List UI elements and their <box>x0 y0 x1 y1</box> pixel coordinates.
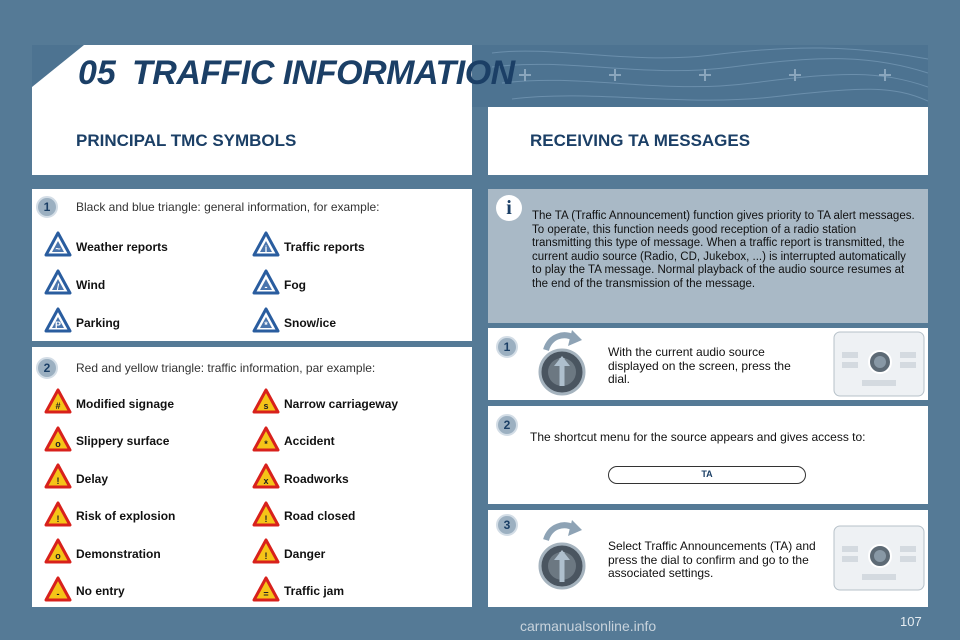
blue-warning-triangle-icon <box>44 307 76 338</box>
symbol-label: Risk of explosion <box>76 509 176 523</box>
symbol-item <box>252 269 306 300</box>
red-warning-triangle-icon <box>44 501 76 532</box>
svg-text:-: - <box>264 282 268 292</box>
svg-text:#: # <box>55 401 61 411</box>
symbol-label: Delay <box>76 471 109 486</box>
symbol-label: Roadworks <box>284 471 349 486</box>
symbol-label: Weather reports <box>76 239 168 254</box>
radio-panel-icon <box>832 524 926 592</box>
symbol-item <box>252 501 355 532</box>
radio-panel-icon <box>832 330 926 398</box>
turn-dial-icon <box>532 518 596 598</box>
press-dial-icon <box>532 328 596 400</box>
svg-text:i: i <box>264 244 268 254</box>
red-warning-triangle-icon <box>44 538 76 569</box>
symbol-item <box>44 426 169 457</box>
symbol-label: Traffic jam <box>284 584 345 598</box>
symbol-label: Parking <box>76 315 121 330</box>
symbol-label: Snow/ice <box>284 315 337 330</box>
blue-warning-triangle-icon <box>252 231 284 262</box>
svg-text:!: ! <box>264 513 268 524</box>
svg-text:*: * <box>264 320 268 330</box>
symbol-label: Demonstration <box>76 546 161 561</box>
svg-text:o: o <box>55 551 61 561</box>
symbol-item <box>44 538 161 569</box>
red-warning-triangle-icon <box>44 426 76 457</box>
svg-text:~: ~ <box>55 244 61 254</box>
info-icon: i <box>496 195 522 221</box>
info-text: The TA (Traffic Announcement) function gives priority to TA alert messages. To operate, this function needs good reception of a radio station transmitting this type of message. When a traffic report is transmitted, the current audio source (Radio, CD, Jukebox, ...) is interrupted automatically to play the TA message. Normal playback of the audio source resumes at the end of the transmission of the message. <box>532 210 915 290</box>
symbol-item <box>44 501 175 532</box>
right-title-panel <box>488 107 928 175</box>
blue-warning-triangle-icon <box>44 269 76 300</box>
red-warning-triangle-icon <box>252 501 284 532</box>
symbol-label: Slippery surface <box>76 434 170 448</box>
symbol-label: Fog <box>284 277 306 292</box>
step-badge: 3 <box>496 514 518 536</box>
watermark: carmanualsonline.info <box>520 618 657 634</box>
symbol-label: Wind <box>76 277 106 292</box>
step1-text: With the current audio source displayed on the screen, press the dial. <box>608 345 791 386</box>
symbol-label: Modified signage <box>76 396 175 411</box>
symbol-item <box>252 426 335 457</box>
red-warning-triangle-icon <box>252 538 284 569</box>
symbol-item <box>44 307 120 338</box>
svg-text:x: x <box>263 476 269 486</box>
svg-text:o: o <box>55 438 61 449</box>
blue-warning-triangle-icon <box>252 269 284 300</box>
step3-text: Select Traffic Announcements (TA) and press the dial to confirm and go to the associated settings. <box>608 539 816 580</box>
symbol-item <box>252 388 398 419</box>
blue-warning-triangle-icon <box>44 231 76 262</box>
red-warning-triangle-icon <box>252 463 284 494</box>
symbol-item <box>44 388 174 419</box>
svg-text:!: ! <box>264 551 268 561</box>
symbol-item <box>44 576 125 607</box>
symbol-item <box>252 231 365 262</box>
svg-text:=: = <box>263 588 269 599</box>
svg-text:!: ! <box>56 476 60 486</box>
svg-text:P: P <box>54 320 62 330</box>
symbol-label: Danger <box>284 546 326 561</box>
red-warning-triangle-icon <box>44 576 76 607</box>
svg-text:-: - <box>56 588 60 599</box>
symbol-label: Narrow carriageway <box>284 396 399 411</box>
left-title-panel <box>32 107 472 175</box>
svg-text:!: ! <box>56 513 60 524</box>
symbol-item <box>44 463 108 494</box>
left-section-title: PRINCIPAL TMC SYMBOLS <box>76 131 297 150</box>
step-badge: 2 <box>36 357 58 379</box>
step-badge: 1 <box>36 196 58 218</box>
red-warning-triangle-icon <box>252 426 284 457</box>
chapter-number: 05 <box>78 54 116 92</box>
ta-menu-item: TA <box>608 466 806 484</box>
svg-text:/: / <box>56 282 60 292</box>
general-info-intro: Black and blue triangle: general information, for example: <box>76 200 380 214</box>
symbol-item <box>252 307 336 338</box>
svg-text:s: s <box>263 401 269 411</box>
traffic-info-intro: Red and yellow triangle: traffic information, par example: <box>76 361 376 375</box>
right-section-title: RECEIVING TA MESSAGES <box>530 131 751 150</box>
page-title: TRAFFIC INFORMATION <box>132 54 515 92</box>
symbol-item <box>252 463 349 494</box>
symbol-label: Accident <box>284 434 335 448</box>
symbol-item <box>44 231 168 262</box>
red-warning-triangle-icon <box>44 388 76 419</box>
red-warning-triangle-icon <box>44 463 76 494</box>
symbol-label: Traffic reports <box>284 239 365 254</box>
svg-text:*: * <box>264 438 268 449</box>
blue-warning-triangle-icon <box>252 307 284 338</box>
symbol-item <box>252 576 344 607</box>
symbol-label: No entry <box>76 584 125 598</box>
step-badge: 2 <box>496 414 518 436</box>
red-warning-triangle-icon <box>252 576 284 607</box>
symbol-label: Road closed <box>284 509 356 523</box>
symbol-item <box>252 538 325 569</box>
step2-text: The shortcut menu for the source appears and gives access to: <box>530 430 866 444</box>
red-warning-triangle-icon <box>252 388 284 419</box>
step2-panel <box>488 406 928 504</box>
symbol-item <box>44 269 105 300</box>
step-badge: 1 <box>496 336 518 358</box>
page-number: 107 <box>900 614 922 629</box>
